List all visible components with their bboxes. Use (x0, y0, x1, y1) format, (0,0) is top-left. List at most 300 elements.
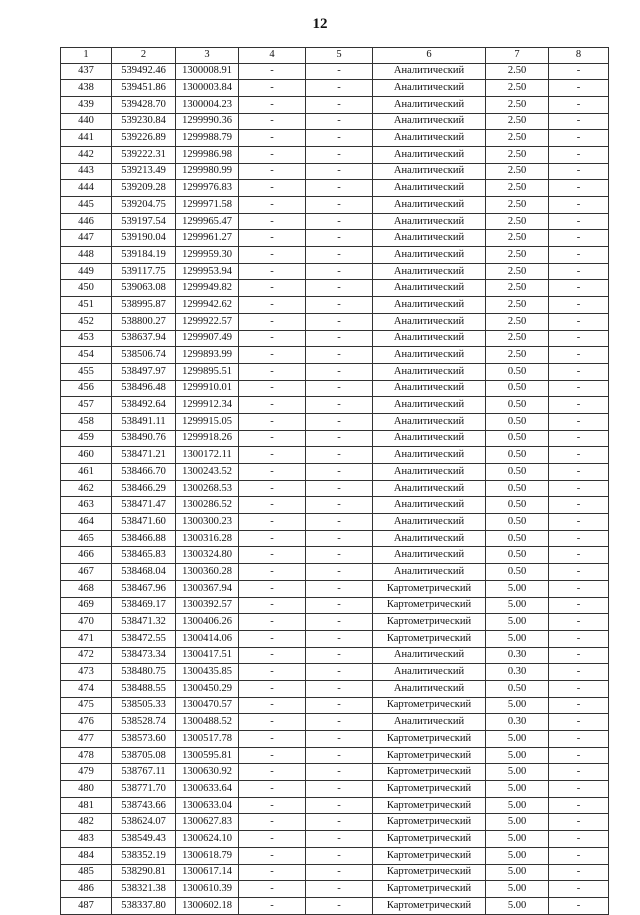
method-cell: Картометрический (373, 747, 486, 764)
table-row (61, 313, 609, 330)
column-5-cell: - (306, 330, 373, 347)
accuracy-cell: 0.50 (486, 680, 549, 697)
x-coordinate-cell: 539209.28 (112, 180, 176, 197)
accuracy-cell: 0.50 (486, 530, 549, 547)
x-coordinate-cell: 538480.75 (112, 664, 176, 681)
method-cell: Аналитический (373, 313, 486, 330)
table-row (61, 630, 609, 647)
method-cell: Картометрический (373, 881, 486, 898)
y-coordinate-cell: 1300300.23 (176, 514, 239, 531)
table-row (61, 413, 609, 430)
column-4-cell: - (239, 597, 306, 614)
accuracy-cell: 0.50 (486, 363, 549, 380)
table-row (61, 163, 609, 180)
column-4-cell: - (239, 697, 306, 714)
point-number-cell: 458 (61, 413, 112, 430)
column-5-cell: - (306, 430, 373, 447)
method-cell: Картометрический (373, 864, 486, 881)
column-8-cell: - (549, 514, 609, 531)
x-coordinate-cell: 539230.84 (112, 113, 176, 130)
point-number-cell: 470 (61, 614, 112, 631)
column-8-cell: - (549, 380, 609, 397)
y-coordinate-cell: 1299893.99 (176, 347, 239, 364)
accuracy-cell: 2.50 (486, 130, 549, 147)
column-8-cell: - (549, 647, 609, 664)
x-coordinate-cell: 538490.76 (112, 430, 176, 447)
column-5-cell: - (306, 530, 373, 547)
column-8-cell: - (549, 831, 609, 848)
accuracy-cell: 5.00 (486, 864, 549, 881)
column-8-cell: - (549, 197, 609, 214)
method-cell: Картометрический (373, 764, 486, 781)
point-number-cell: 471 (61, 630, 112, 647)
x-coordinate-cell: 538800.27 (112, 313, 176, 330)
column-8-cell: - (549, 230, 609, 247)
method-cell: Аналитический (373, 363, 486, 380)
accuracy-cell: 2.50 (486, 163, 549, 180)
column-8-cell: - (549, 213, 609, 230)
column-8-cell: - (549, 781, 609, 798)
point-number-cell: 476 (61, 714, 112, 731)
x-coordinate-cell: 538467.96 (112, 580, 176, 597)
accuracy-cell: 2.50 (486, 230, 549, 247)
column-4-cell: - (239, 263, 306, 280)
column-8-cell: - (549, 413, 609, 430)
method-cell: Аналитический (373, 447, 486, 464)
column-5-cell: - (306, 313, 373, 330)
accuracy-cell: 2.50 (486, 347, 549, 364)
column-5-cell: - (306, 697, 373, 714)
column-5-cell: - (306, 413, 373, 430)
method-cell: Картометрический (373, 731, 486, 748)
point-number-cell: 457 (61, 397, 112, 414)
table-row (61, 213, 609, 230)
accuracy-cell: 5.00 (486, 580, 549, 597)
method-cell: Аналитический (373, 430, 486, 447)
column-8-cell: - (549, 63, 609, 80)
method-cell: Аналитический (373, 664, 486, 681)
point-number-cell: 449 (61, 263, 112, 280)
point-number-cell: 461 (61, 464, 112, 481)
column-8-cell: - (549, 447, 609, 464)
column-4-cell: - (239, 614, 306, 631)
x-coordinate-cell: 538505.33 (112, 697, 176, 714)
column-header: 8 (549, 48, 609, 64)
column-8-cell: - (549, 664, 609, 681)
accuracy-cell: 2.50 (486, 96, 549, 113)
column-5-cell: - (306, 897, 373, 914)
column-8-cell: - (549, 897, 609, 914)
accuracy-cell: 0.50 (486, 497, 549, 514)
point-number-cell: 441 (61, 130, 112, 147)
column-4-cell: - (239, 413, 306, 430)
column-5-cell: - (306, 764, 373, 781)
y-coordinate-cell: 1300470.57 (176, 697, 239, 714)
table-row (61, 197, 609, 214)
table-row (61, 263, 609, 280)
table-row (61, 380, 609, 397)
table-body (61, 63, 609, 914)
point-number-cell: 448 (61, 247, 112, 264)
method-cell: Аналитический (373, 547, 486, 564)
column-4-cell: - (239, 731, 306, 748)
point-number-cell: 439 (61, 96, 112, 113)
table-row (61, 864, 609, 881)
table-row (61, 480, 609, 497)
accuracy-cell: 0.50 (486, 447, 549, 464)
column-5-cell: - (306, 680, 373, 697)
accuracy-cell: 5.00 (486, 630, 549, 647)
table-row (61, 814, 609, 831)
y-coordinate-cell: 1300324.80 (176, 547, 239, 564)
point-number-cell: 481 (61, 797, 112, 814)
column-4-cell: - (239, 564, 306, 581)
x-coordinate-cell: 538472.55 (112, 630, 176, 647)
x-coordinate-cell: 538506.74 (112, 347, 176, 364)
point-number-cell: 485 (61, 864, 112, 881)
column-header: 7 (486, 48, 549, 64)
point-number-cell: 479 (61, 764, 112, 781)
column-5-cell: - (306, 564, 373, 581)
point-number-cell: 460 (61, 447, 112, 464)
point-number-cell: 437 (61, 63, 112, 80)
method-cell: Аналитический (373, 280, 486, 297)
point-number-cell: 453 (61, 330, 112, 347)
x-coordinate-cell: 538337.80 (112, 897, 176, 914)
accuracy-cell: 0.50 (486, 380, 549, 397)
column-8-cell: - (549, 697, 609, 714)
column-8-cell: - (549, 731, 609, 748)
y-coordinate-cell: 1300392.57 (176, 597, 239, 614)
column-4-cell: - (239, 547, 306, 564)
y-coordinate-cell: 1300517.78 (176, 731, 239, 748)
point-number-cell: 455 (61, 363, 112, 380)
table-row (61, 113, 609, 130)
y-coordinate-cell: 1300630.92 (176, 764, 239, 781)
column-4-cell: - (239, 530, 306, 547)
column-5-cell: - (306, 146, 373, 163)
column-5-cell: - (306, 163, 373, 180)
accuracy-cell: 2.50 (486, 113, 549, 130)
method-cell: Аналитический (373, 397, 486, 414)
accuracy-cell: 2.50 (486, 213, 549, 230)
column-4-cell: - (239, 96, 306, 113)
point-number-cell: 447 (61, 230, 112, 247)
x-coordinate-cell: 538321.38 (112, 881, 176, 898)
column-8-cell: - (549, 80, 609, 97)
point-number-cell: 454 (61, 347, 112, 364)
y-coordinate-cell: 1300610.39 (176, 881, 239, 898)
column-header: 3 (176, 48, 239, 64)
table-row (61, 731, 609, 748)
x-coordinate-cell: 538469.17 (112, 597, 176, 614)
accuracy-cell: 5.00 (486, 731, 549, 748)
method-cell: Аналитический (373, 197, 486, 214)
method-cell: Аналитический (373, 380, 486, 397)
point-number-cell: 452 (61, 313, 112, 330)
method-cell: Картометрический (373, 847, 486, 864)
column-8-cell: - (549, 814, 609, 831)
column-5-cell: - (306, 230, 373, 247)
y-coordinate-cell: 1299942.62 (176, 297, 239, 314)
table-row (61, 514, 609, 531)
x-coordinate-cell: 539190.04 (112, 230, 176, 247)
y-coordinate-cell: 1300602.18 (176, 897, 239, 914)
column-8-cell: - (549, 464, 609, 481)
point-number-cell: 475 (61, 697, 112, 714)
x-coordinate-cell: 538492.64 (112, 397, 176, 414)
y-coordinate-cell: 1300316.28 (176, 530, 239, 547)
point-number-cell: 438 (61, 80, 112, 97)
column-5-cell: - (306, 113, 373, 130)
column-8-cell: - (549, 313, 609, 330)
method-cell: Картометрический (373, 614, 486, 631)
accuracy-cell: 2.50 (486, 247, 549, 264)
x-coordinate-cell: 538491.11 (112, 413, 176, 430)
x-coordinate-cell: 538473.34 (112, 647, 176, 664)
y-coordinate-cell: 1300633.64 (176, 781, 239, 798)
method-cell: Аналитический (373, 163, 486, 180)
accuracy-cell: 5.00 (486, 897, 549, 914)
column-8-cell: - (549, 530, 609, 547)
accuracy-cell: 0.50 (486, 480, 549, 497)
table-row (61, 714, 609, 731)
accuracy-cell: 0.30 (486, 714, 549, 731)
accuracy-cell: 5.00 (486, 747, 549, 764)
column-4-cell: - (239, 63, 306, 80)
accuracy-cell: 0.50 (486, 564, 549, 581)
column-8-cell: - (549, 330, 609, 347)
x-coordinate-cell: 538624.07 (112, 814, 176, 831)
point-number-cell: 466 (61, 547, 112, 564)
y-coordinate-cell: 1300633.04 (176, 797, 239, 814)
column-5-cell: - (306, 397, 373, 414)
column-4-cell: - (239, 580, 306, 597)
method-cell: Аналитический (373, 714, 486, 731)
table-row (61, 397, 609, 414)
table-row (61, 564, 609, 581)
y-coordinate-cell: 1300417.51 (176, 647, 239, 664)
accuracy-cell: 2.50 (486, 313, 549, 330)
x-coordinate-cell: 538496.48 (112, 380, 176, 397)
column-8-cell: - (549, 297, 609, 314)
x-coordinate-cell: 538471.47 (112, 497, 176, 514)
column-5-cell: - (306, 831, 373, 848)
method-cell: Аналитический (373, 530, 486, 547)
column-5-cell: - (306, 881, 373, 898)
column-4-cell: - (239, 664, 306, 681)
column-4-cell: - (239, 747, 306, 764)
table-row (61, 831, 609, 848)
column-8-cell: - (549, 280, 609, 297)
table-row (61, 146, 609, 163)
y-coordinate-cell: 1299949.82 (176, 280, 239, 297)
column-5-cell: - (306, 630, 373, 647)
accuracy-cell: 5.00 (486, 764, 549, 781)
table-row (61, 464, 609, 481)
column-8-cell: - (549, 580, 609, 597)
x-coordinate-cell: 538767.11 (112, 764, 176, 781)
table-row (61, 530, 609, 547)
column-4-cell: - (239, 397, 306, 414)
x-coordinate-cell: 539213.49 (112, 163, 176, 180)
column-5-cell: - (306, 814, 373, 831)
method-cell: Аналитический (373, 113, 486, 130)
y-coordinate-cell: 1299990.36 (176, 113, 239, 130)
column-8-cell: - (549, 547, 609, 564)
method-cell: Аналитический (373, 347, 486, 364)
column-4-cell: - (239, 280, 306, 297)
column-8-cell: - (549, 714, 609, 731)
table-row (61, 847, 609, 864)
table-row (61, 747, 609, 764)
x-coordinate-cell: 538466.29 (112, 480, 176, 497)
x-coordinate-cell: 539428.70 (112, 96, 176, 113)
method-cell: Картометрический (373, 831, 486, 848)
column-8-cell: - (549, 797, 609, 814)
coordinates-table (60, 47, 609, 915)
accuracy-cell: 5.00 (486, 597, 549, 614)
column-4-cell: - (239, 797, 306, 814)
x-coordinate-cell: 538573.60 (112, 731, 176, 748)
column-4-cell: - (239, 714, 306, 731)
column-4-cell: - (239, 313, 306, 330)
x-coordinate-cell: 538466.88 (112, 530, 176, 547)
column-5-cell: - (306, 263, 373, 280)
column-5-cell: - (306, 597, 373, 614)
x-coordinate-cell: 538497.97 (112, 363, 176, 380)
x-coordinate-cell: 538488.55 (112, 680, 176, 697)
accuracy-cell: 0.50 (486, 464, 549, 481)
method-cell: Картометрический (373, 814, 486, 831)
column-4-cell: - (239, 464, 306, 481)
method-cell: Аналитический (373, 480, 486, 497)
column-8-cell: - (549, 847, 609, 864)
point-number-cell: 472 (61, 647, 112, 664)
point-number-cell: 486 (61, 881, 112, 898)
column-5-cell: - (306, 614, 373, 631)
method-cell: Аналитический (373, 297, 486, 314)
method-cell: Аналитический (373, 680, 486, 697)
column-5-cell: - (306, 797, 373, 814)
column-4-cell: - (239, 230, 306, 247)
column-4-cell: - (239, 647, 306, 664)
accuracy-cell: 5.00 (486, 881, 549, 898)
column-5-cell: - (306, 197, 373, 214)
point-number-cell: 446 (61, 213, 112, 230)
column-4-cell: - (239, 330, 306, 347)
method-cell: Аналитический (373, 647, 486, 664)
y-coordinate-cell: 1299965.47 (176, 213, 239, 230)
accuracy-cell: 5.00 (486, 697, 549, 714)
table-row (61, 347, 609, 364)
table-row (61, 597, 609, 614)
method-cell: Картометрический (373, 897, 486, 914)
column-header: 6 (373, 48, 486, 64)
column-8-cell: - (549, 96, 609, 113)
column-8-cell: - (549, 564, 609, 581)
column-5-cell: - (306, 497, 373, 514)
y-coordinate-cell: 1299988.79 (176, 130, 239, 147)
column-5-cell: - (306, 580, 373, 597)
x-coordinate-cell: 538466.70 (112, 464, 176, 481)
point-number-cell: 459 (61, 430, 112, 447)
column-8-cell: - (549, 130, 609, 147)
table-row (61, 297, 609, 314)
accuracy-cell: 2.50 (486, 330, 549, 347)
x-coordinate-cell: 539184.19 (112, 247, 176, 264)
column-8-cell: - (549, 363, 609, 380)
y-coordinate-cell: 1300627.83 (176, 814, 239, 831)
method-cell: Аналитический (373, 96, 486, 113)
column-5-cell: - (306, 731, 373, 748)
x-coordinate-cell: 539492.46 (112, 63, 176, 80)
column-5-cell: - (306, 747, 373, 764)
column-4-cell: - (239, 247, 306, 264)
x-coordinate-cell: 538637.94 (112, 330, 176, 347)
table-row (61, 130, 609, 147)
accuracy-cell: 0.30 (486, 647, 549, 664)
accuracy-cell: 2.50 (486, 280, 549, 297)
column-4-cell: - (239, 213, 306, 230)
method-cell: Аналитический (373, 464, 486, 481)
x-coordinate-cell: 539451.86 (112, 80, 176, 97)
accuracy-cell: 0.50 (486, 514, 549, 531)
x-coordinate-cell: 538465.83 (112, 547, 176, 564)
method-cell: Аналитический (373, 80, 486, 97)
x-coordinate-cell: 538549.43 (112, 831, 176, 848)
table-row (61, 897, 609, 914)
table-row (61, 614, 609, 631)
x-coordinate-cell: 538290.81 (112, 864, 176, 881)
x-coordinate-cell: 538352.19 (112, 847, 176, 864)
method-cell: Картометрический (373, 597, 486, 614)
table-header-row (61, 48, 609, 64)
column-4-cell: - (239, 363, 306, 380)
column-5-cell: - (306, 847, 373, 864)
method-cell: Аналитический (373, 330, 486, 347)
method-cell: Аналитический (373, 247, 486, 264)
table-row (61, 547, 609, 564)
column-8-cell: - (549, 614, 609, 631)
column-4-cell: - (239, 764, 306, 781)
column-5-cell: - (306, 63, 373, 80)
table-row (61, 247, 609, 264)
method-cell: Аналитический (373, 180, 486, 197)
table-row (61, 63, 609, 80)
table-row (61, 447, 609, 464)
x-coordinate-cell: 539226.89 (112, 130, 176, 147)
table-row (61, 180, 609, 197)
y-coordinate-cell: 1300003.84 (176, 80, 239, 97)
accuracy-cell: 5.00 (486, 781, 549, 798)
point-number-cell: 445 (61, 197, 112, 214)
column-5-cell: - (306, 647, 373, 664)
y-coordinate-cell: 1299918.26 (176, 430, 239, 447)
column-5-cell: - (306, 864, 373, 881)
column-4-cell: - (239, 897, 306, 914)
y-coordinate-cell: 1300268.53 (176, 480, 239, 497)
accuracy-cell: 5.00 (486, 797, 549, 814)
x-coordinate-cell: 538528.74 (112, 714, 176, 731)
column-4-cell: - (239, 113, 306, 130)
point-number-cell: 482 (61, 814, 112, 831)
column-4-cell: - (239, 80, 306, 97)
y-coordinate-cell: 1300243.52 (176, 464, 239, 481)
method-cell: Картометрический (373, 781, 486, 798)
column-8-cell: - (549, 347, 609, 364)
point-number-cell: 474 (61, 680, 112, 697)
